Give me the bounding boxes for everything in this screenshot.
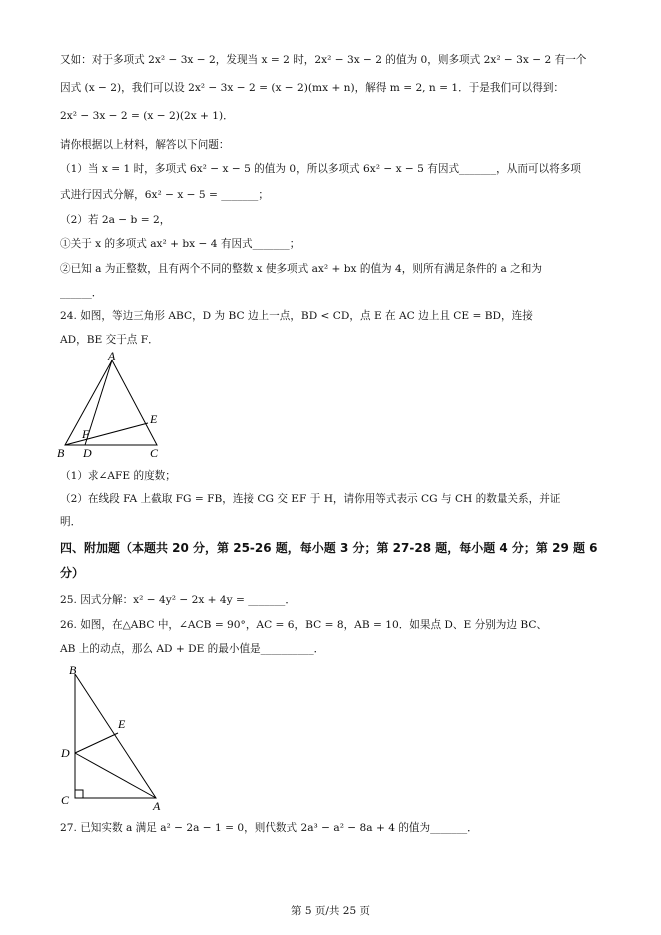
label-d: D: [83, 446, 92, 460]
text-line-14: （2）在线段 FA 上截取 FG = FB，连接 CG 交 EF 于 H，请你用等式表示 CG 与 CH 的数量关系，并证: [60, 493, 561, 505]
text-line-16: 25. 因式分解：x² − 4y² − 2x + 4y = _______．: [60, 594, 296, 606]
text-line-8: ①关于 x 的多项式 ax² + bx − 4 有因式_______；: [60, 238, 301, 250]
text-line-6: 式进行因式分解，6x² − x − 5 = _______；: [60, 189, 269, 201]
triangle-abc: [65, 360, 157, 445]
text-line-2: 因式 (x − 2)，我们可以设 2x² − 3x − 2 = (x − 2)(mx + n)，解得 m = 2, n = 1．于是我们可以得到：: [60, 82, 565, 94]
label-b: B: [69, 663, 77, 677]
text-line-19: 27. 已知实数 a 满足 a² − 2a − 1 = 0，则代数式 2a³ − a² − 8a + 4 的值为_______．: [60, 822, 478, 834]
figure-equilateral-triangle: [55, 350, 175, 466]
text-line-12: AD，BE 交于点 F．: [60, 334, 159, 346]
text-line-7: （2）若 2a − b = 2，: [60, 214, 171, 226]
label-a: A: [108, 350, 116, 363]
text-line-1: 又如：对于多项式 2x² − 3x − 2，发现当 x = 2 时，2x² − 3x − 2 的值为 0，则多项式 2x² − 3x − 2 有一个: [60, 54, 587, 66]
text-line-10: ______．: [60, 287, 103, 299]
text-line-5: （1）当 x = 1 时，多项式 6x² − x − 5 的值为 0，所以多项式 6x² − x − 5 有因式_______，从而可以将多项: [60, 163, 581, 175]
segment-de: [75, 733, 118, 753]
section-heading-2: 分）: [60, 566, 85, 580]
label-b: B: [57, 446, 65, 460]
segment-be: [65, 423, 148, 445]
right-angle-mark: [75, 790, 83, 798]
text-line-11: 24. 如图，等边三角形 ABC，D 为 BC 边上一点，BD < CD，点 E 在 AC 边上且 CE = BD，连接: [60, 310, 533, 322]
label-c: C: [150, 446, 159, 460]
text-line-9: ②已知 a 为正整数，且有两个不同的整数 x 使多项式 ax² + bx 的值为 4，则所有满足条件的 a 之和为: [60, 263, 542, 275]
section-heading-1: 四、附加题（本题共 20 分，第 25-26 题，每小题 3 分；第 27-28 题，每小题 4 分；第 29 题 6: [60, 541, 598, 555]
label-f: F: [82, 427, 90, 441]
text-line-13: （1）求∠AFE 的度数；: [60, 470, 176, 482]
label-e: E: [118, 717, 126, 731]
text-line-17: 26. 如图，在△ABC 中，∠ACB = 90°，AC = 6，BC = 8，AB = 10．如果点 D、E 分别为边 BC、: [60, 619, 548, 631]
text-line-4: 请你根据以上材料，解答以下问题：: [60, 139, 230, 151]
triangle-abc: [75, 674, 156, 798]
label-e: E: [150, 412, 158, 426]
page-footer: 第 5 页/共 25 页: [291, 905, 370, 917]
text-line-18: AB 上的动点，那么 AD + DE 的最小值是__________．: [60, 643, 325, 655]
label-d: D: [61, 746, 70, 760]
text-line-3: 2x² − 3x − 2 = (x − 2)(2x + 1)．: [60, 110, 234, 122]
text-line-15: 明．: [60, 516, 82, 528]
segment-ad: [75, 753, 156, 798]
label-a: A: [153, 799, 161, 810]
label-c: C: [61, 793, 70, 807]
figure-right-triangle: [55, 660, 175, 814]
